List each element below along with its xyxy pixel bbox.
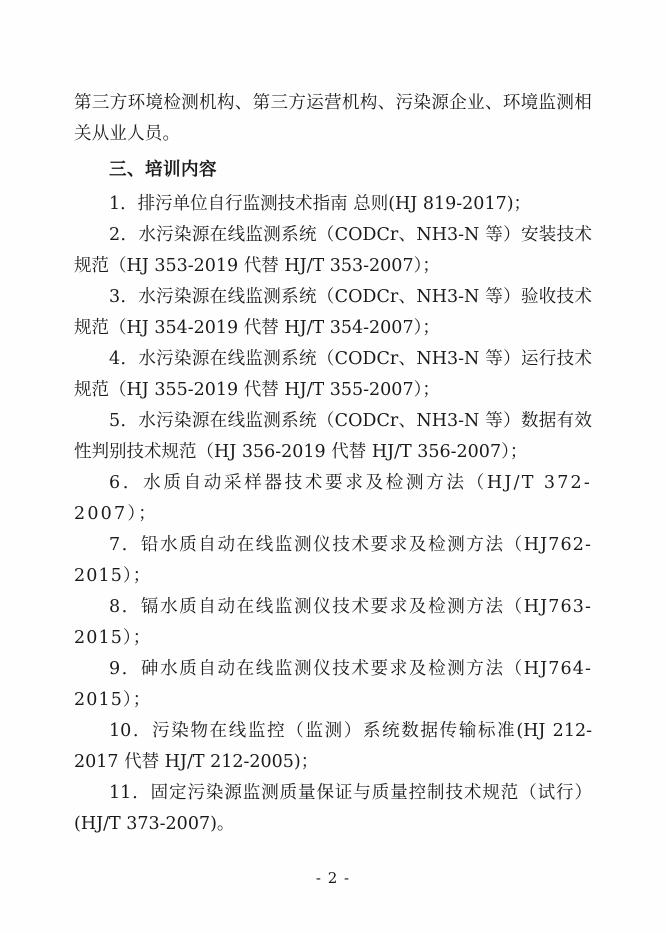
list-item: 8．镉水质自动在线监测仪技术要求及检测方法（HJ763-2015）； <box>74 597 592 648</box>
list-item: 9．砷水质自动在线监测仪技术要求及检测方法（HJ764-2015）； <box>74 659 592 710</box>
list-item: 3．水污染源在线监测系统（CODCr、NH3-N 等）验收技术规范（HJ 354-2019 代替 HJ/T 354-2007）； <box>74 287 592 338</box>
list-item: 10．污染物在线监控（监测）系统数据传输标准(HJ 212-2017 代替 HJ/T 212-2005)； <box>74 721 592 772</box>
list-item: 5．水污染源在线监测系统（CODCr、NH3-N 等）数据有效性判别技术规范（HJ 356-2019 代替 HJ/T 356-2007）； <box>74 411 592 462</box>
list-item: 7．铅水质自动在线监测仪技术要求及检测方法（HJ762-2015）； <box>74 535 592 586</box>
list-item: 6．水质自动采样器技术要求及检测方法（HJ/T 372-2007）； <box>74 473 592 524</box>
list-item: 1．排污单位自行监测技术指南 总则(HJ 819-2017)； <box>109 194 532 214</box>
section-heading: 三、培训内容 <box>109 160 217 180</box>
list-item: 2．水污染源在线监测系统（CODCr、NH3-N 等）安装技术规范（HJ 353-2019 代替 HJ/T 353-2007）； <box>74 225 592 276</box>
page-number: - 2 - <box>315 869 351 887</box>
opening-paragraph: 第三方环境检测机构、第三方运营机构、污染源企业、环境监测相关从业人员。 <box>74 93 592 144</box>
list-item: 11．固定污染源监测质量保证与质量控制技术规范（试行）(HJ/T 373-2007)。 <box>74 783 592 834</box>
list-item: 4．水污染源在线监测系统（CODCr、NH3-N 等）运行技术规范（HJ 355-2019 代替 HJ/T 355-2007）； <box>74 349 592 400</box>
